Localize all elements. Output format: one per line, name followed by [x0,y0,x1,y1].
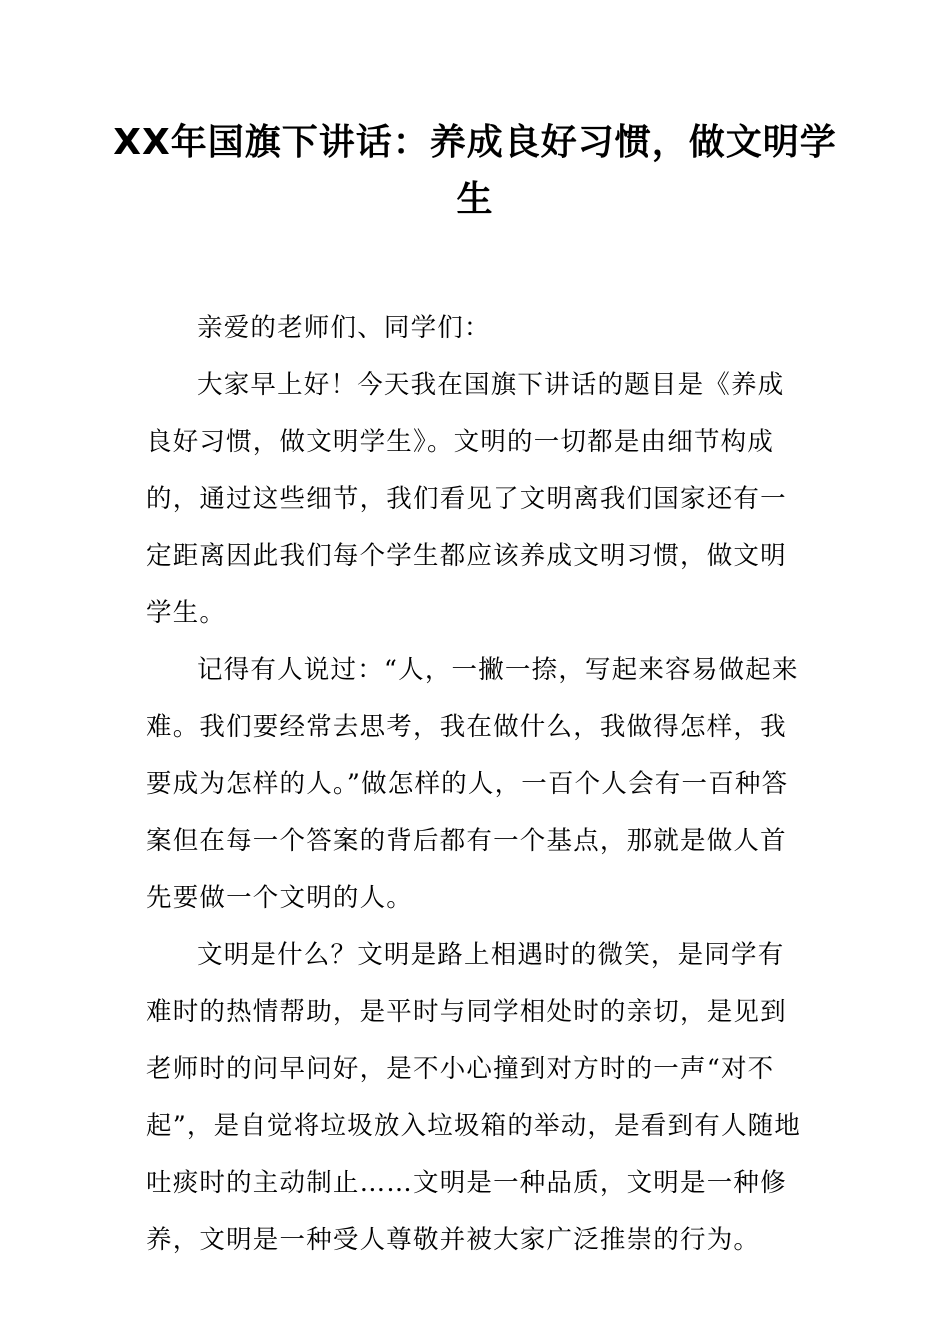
salutation: 亲爱的老师们、同学们： [197,313,491,343]
paragraph-what-is-civility: 文明是什么？文明是路上相遇时的微笑，是同学有难时的热情帮助，是平时与同学相处时的亲切，是见到老师时的问早问好，是不小心撞到对方时的一声“对不起”，是自觉将垃圾放入垃圾箱的举动，是看到有人随地吐痰时的主动制止……文明是一种品质，文明是一种修养，文明是一种受人尊敬并被大家广泛推崇的行为。 [146,940,802,1255]
document-body [146,300,810,1269]
paragraph-quote: 记得有人说过：“人，一撇一捺，写起来容易做起来难。我们要经常去思考，我在做什么，我做得怎样，我要成为怎样的人。”做怎样的人，一百个人会有一百种答案但在每一个答案的背后都有一个基点，那就是做人首先要做一个文明的人。 [146,655,799,913]
document-title: XX年国旗下讲话：养成良好习惯，做文明学生 [113,122,837,220]
paragraph-greeting: 大家早上好！今天我在国旗下讲话的题目是《养成良好习惯，做文明学生》。文明的一切都是由细节构成的，通过这些细节，我们看见了文明离我们国家还有一定距离因此我们每个学生都应该养成文明习惯，做文明学生。 [146,370,787,628]
